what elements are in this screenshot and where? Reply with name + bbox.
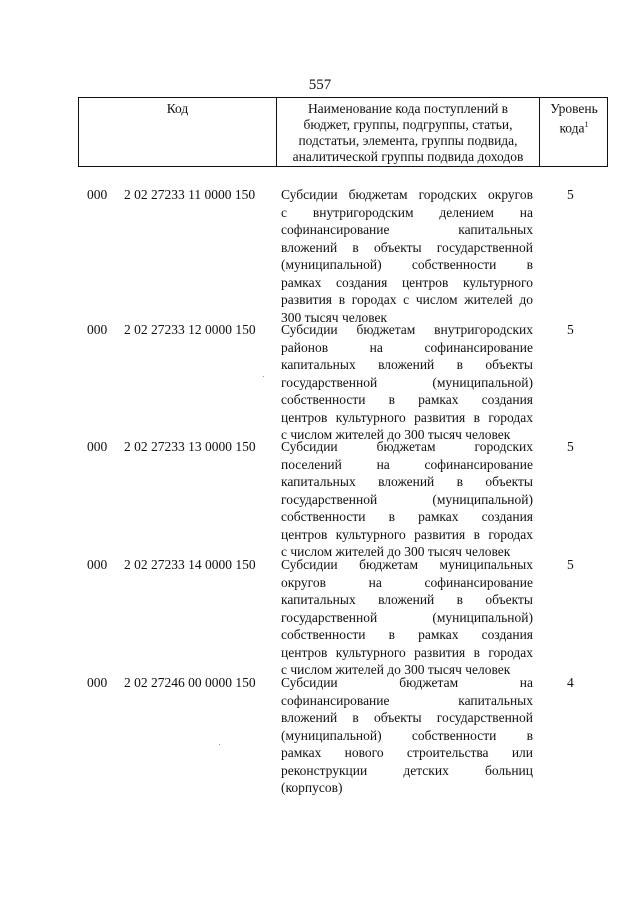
revenue-name [281,186,533,326]
header-name-line: Наименование кода поступлений в [307,101,509,116]
page-number: 557 [308,77,332,93]
org-code: 000 [87,675,108,690]
revenue-name-line: центров культурного развития в городах [281,644,533,660]
revenue-code: 2 02 27233 11 0000 150 [124,187,256,202]
revenue-name-line: вложений в объекты государственной [281,239,533,255]
scan-speck [263,376,264,377]
revenue-name [281,438,533,561]
code-level: 5 [567,557,574,572]
header-level-word: кода [559,120,585,136]
header-level-line: Уровень [550,101,598,116]
org-code: 000 [87,557,108,572]
revenue-name-line: центров культурного развития в городах [281,409,533,425]
revenue-name-line: собственности в рамках создания [281,627,533,642]
revenue-name-line: капитальных вложений в объекты [281,474,533,489]
revenue-name-line: собственности в рамках создания [281,509,533,524]
revenue-name-line: с числом жителей до 300 тысяч человек [281,427,511,442]
header-name-line: подстатьи, элемента, группы подвида, [298,133,518,148]
revenue-name-line: Субсидии бюджетам на [281,675,533,690]
revenue-name-line: капитальных вложений в объекты [281,592,533,607]
revenue-name-line: собственности в рамках создания [281,392,533,407]
revenue-name-line: софинансирование капитальных [281,222,533,237]
revenue-name-line: 300 тысяч человек [281,309,388,325]
revenue-name-line: поселений на софинансирование [281,456,533,472]
revenue-name-line: государственной (муниципальной) [281,374,533,390]
revenue-name-line: Субсидии бюджетам внутригородских [281,322,533,337]
header-name [277,98,539,166]
code-level: 5 [567,187,574,202]
revenue-name-line: государственной (муниципальной) [281,609,533,625]
revenue-name-line: районов на софинансирование [281,339,533,355]
revenue-name-line: развития в городах с числом жителей до [281,292,533,307]
revenue-name-line: Субсидии бюджетам городских [281,439,533,454]
revenue-name-line: Субсидии бюджетам городских округов [281,187,533,202]
revenue-name-line: (муниципальной) собственности в [281,257,533,272]
revenue-name-line: вложений в объекты государственной [281,710,533,725]
revenue-code: 2 02 27233 13 0000 150 [124,439,256,454]
revenue-name-line: рамках нового строительства или [281,745,533,760]
code-level: 4 [567,675,574,690]
revenue-name [281,556,533,679]
header-level [539,98,608,166]
revenue-name-line: с числом жителей до 300 тысяч человек [281,544,511,559]
revenue-name-line: рамках создания центров культурного [281,274,533,290]
revenue-name-line: государственной (муниципальной) [281,491,533,507]
revenue-name-line: центров культурного развития в городах [281,526,533,542]
code-level: 5 [567,322,574,337]
revenue-code: 2 02 27246 00 0000 150 [124,675,256,690]
revenue-name-line: софинансирование капитальных [281,692,533,708]
revenue-name-line: (корпусов) [281,780,343,795]
footnote-marker: 1 [584,120,589,129]
table-header [78,97,608,167]
org-code: 000 [87,322,108,337]
header-name-line: аналитической группы подвида доходов [292,149,524,164]
revenue-name [281,321,533,444]
revenue-code: 2 02 27233 14 0000 150 [124,557,256,572]
revenue-name [281,674,533,797]
revenue-code: 2 02 27233 12 0000 150 [124,322,256,337]
revenue-name-line: реконструкции детских больниц [281,762,533,778]
revenue-name-line: с числом жителей до 300 тысяч человек [281,662,511,677]
scan-speck [219,744,220,745]
revenue-name-line: (муниципальной) собственности в [281,727,533,743]
revenue-name-line: Субсидии бюджетам муниципальных [281,557,533,572]
org-code: 000 [87,439,108,454]
code-level: 5 [567,439,574,454]
header-level-line [540,117,608,137]
header-name-line: бюджет, группы, подгруппы, статьи, [303,117,513,132]
revenue-name-line: округов на софинансирование [281,574,533,590]
org-code: 000 [87,187,108,202]
header-code: Код [79,98,277,166]
revenue-name-line: капитальных вложений в объекты [281,357,533,372]
revenue-name-line: с внутригородским делением на [281,204,533,220]
